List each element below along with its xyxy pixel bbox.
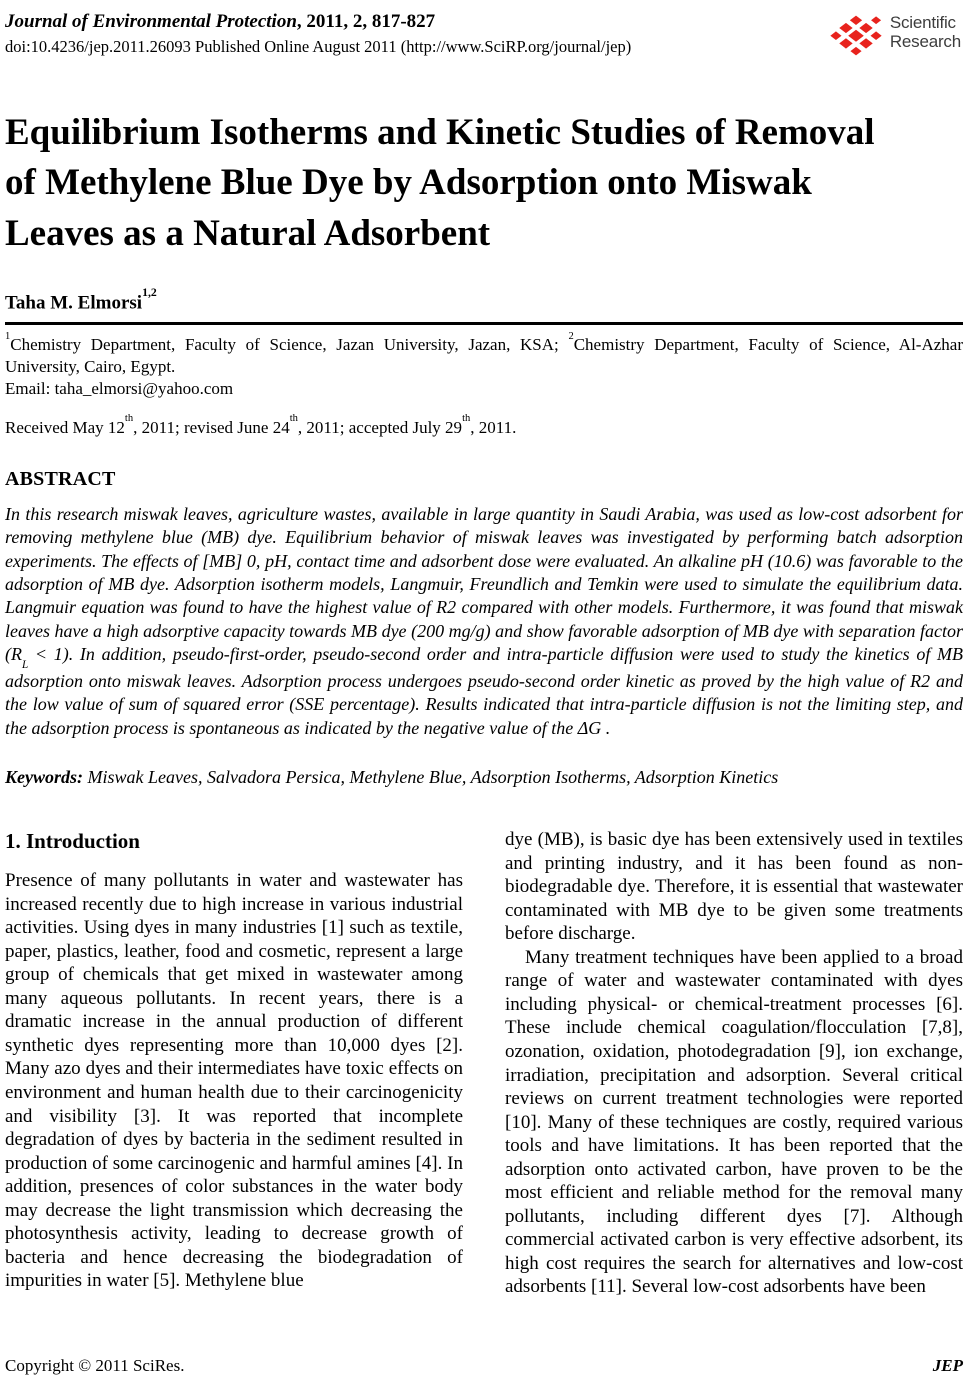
keywords-text: Miswak Leaves, Salvadora Persica, Methylene Blue, Adsorption Isotherms, Adsorption Kinetics — [87, 767, 779, 788]
received-text-end: , 2011. — [470, 417, 517, 437]
abstract-text-part-1: In this research miswak leaves, agriculture wastes, available in large quantity in Saudi Arabia, was used as low-cost adsorbent for removing methylene blue (MB) dye. Equilibrium behavior of miswak leaves was investigated by performing batch adsorption experiments. The effects of [MB] 0, pH, contact time and adsorbent dose were evaluated. An alkaline pH (10.6) was favorable to the adsorption of MB dye. Adsorption isotherm models, Langmuir, Freundlich and Temkin were used to simulate the equilibrium data. Langmuir equation was found to have the highest value of R2 compared with other models. Furthermore, it was found that miswak leaves have a high adsorptive capacity towards MB dye (200 mg/g) and show favorable adsorption of MB dye with separation factor (R — [5, 503, 963, 665]
publisher-logo — [827, 10, 963, 58]
rl-subscript: L — [22, 658, 29, 671]
email-line: Email: taha_elmorsi@yahoo.com — [5, 379, 234, 399]
affiliation-sup-1: 1 — [5, 330, 11, 342]
journal-citation-line — [5, 10, 827, 34]
journal-name: Journal of Environmental Protection — [5, 11, 297, 32]
ordinal-sup: th — [289, 413, 298, 425]
ordinal-sup: th — [124, 413, 134, 425]
ordinal-sup: th — [462, 413, 471, 425]
received-text: Received May 12 — [5, 417, 125, 437]
scientific-research-diamonds-icon — [827, 10, 885, 58]
author-line — [5, 285, 963, 314]
received-dates-line — [5, 413, 963, 438]
introduction-paragraph-1-continued: dye (MB), is basic dye has been extensively used in textiles and printing industry, and it has been found as non-biodegradable dye. Therefore, it is essential that wastewater contaminated with MB dye to be given some treatments before discharge. — [505, 829, 963, 945]
publisher-logo-text — [890, 14, 961, 51]
doi-line: doi:10.4236/jep.2011.26093 Published Online August 2011 (http://www.SciRP.org/journal/jep) — [5, 36, 632, 56]
accepted-text: , 2011; accepted July 29 — [297, 417, 463, 437]
affiliation-block — [5, 330, 963, 378]
logo-word-scientific: Scientific — [889, 13, 956, 32]
abstract-heading: ABSTRACT — [5, 467, 116, 490]
journal-cite: , 2011, 2, 817-827 — [296, 11, 436, 32]
introduction-paragraph-1: Presence of many pollutants in water and wastewater has increased recently due to high increase in various industrial activities. Using dyes in many industries [1] such as textile, paper, plastics, leather, food and cosmetic, represent a large group of chemicals that get mixed in wastewater among many aqueous pollutants. In recent years, there is a dramatic increase in the annual production of different synthetic dyes representing more than 10,000 dyes [2]. Many azo dyes and their intermediates have toxic effects on environment and human health due to their carcinogenicity and visibility [3]. It was reported that incomplete degradation of dyes by bacteria in the sediment resulted in production of some carcinogenic and harmful amines [4]. In addition, presences of color substances in the water body may decrease the light transmission which decreasing the photosynthesis activity, leading to decrease growth of bacteria and hence decreasing the biodegradation of impurities in water [5]. Methylene blue — [5, 870, 463, 1292]
author-affiliation-sup: 1,2 — [142, 285, 157, 299]
page-footer — [5, 1356, 963, 1376]
keywords-line — [5, 767, 963, 788]
left-column — [5, 828, 463, 1299]
journal-info — [5, 10, 827, 57]
copyright-text: Copyright © 2011 SciRes. — [5, 1356, 185, 1375]
abstract-text — [5, 503, 963, 741]
logo-word-research: Research — [889, 31, 961, 51]
introduction-paragraph-2: Many treatment techniques have been applied to a broad range of water and wastewater contaminated with dyes including physical- or chemical-treatment processes [6]. These include chemical coagulation/flocculation [7,8], ozonation, oxidation, photodegradation [9], ion exchange, irradiation, precipitation and adsorption. Several critical reviews on current treatment technologies were reported [10]. Many of these techniques are costly, required various tools and have limitations. It has been reported that the adsorption onto activated carbon, have proven to be the most efficient and reliable method for the removal many pollutants, including different dyes [7]. Although commercial activated carbon is very effective adsorbent, its high cost requires the search for alternatives and low-cost adsorbents [11]. Several low-cost adsorbents have been — [505, 946, 963, 1298]
author-name: Taha M. Elmorsi — [5, 292, 143, 314]
journal-abbrev: JEP — [932, 1356, 963, 1375]
keywords-label-word: Keywords — [5, 767, 77, 788]
right-column — [505, 828, 963, 1299]
revised-text: , 2011; revised June 24 — [133, 417, 290, 437]
affiliation-text-1: Chemistry Department, Faculty of Science, Jazan University, Jazan, KSA; — [10, 335, 569, 355]
author-separator-rule — [5, 322, 963, 325]
page-header — [5, 10, 963, 58]
keywords-label — [5, 767, 88, 787]
body-columns — [5, 828, 963, 1299]
abstract-text-part-2: < 1). In addition, pseudo-first-order, pseudo-second order and intra-particle diffusion were used to study the kinetics of MB adsorption onto miswak leaves. Adsorption process undergoes pseudo-second order kinetic as proved by the high value of R2 and the low value of sum of squared error (SSE percentage). Results indicated that intra-particle diffusion is not the limiting step, and the adsorption process is spontaneous as indicated by the negative value of the ΔG . — [5, 644, 963, 738]
keywords-colon: : — [77, 767, 88, 788]
article-title: Equilibrium Isotherms and Kinetic Studies of Removal of Methylene Blue Dye by Adsorption onto Miswak Leaves as a Natural Adsorbent — [5, 112, 875, 254]
introduction-heading: 1. Introduction — [5, 829, 140, 854]
affiliation-text-2: Chemistry Department, Faculty of Science, Al-Azhar University, Cairo, Egypt. — [5, 335, 963, 377]
affiliation-sup-2: 2 — [568, 330, 574, 342]
